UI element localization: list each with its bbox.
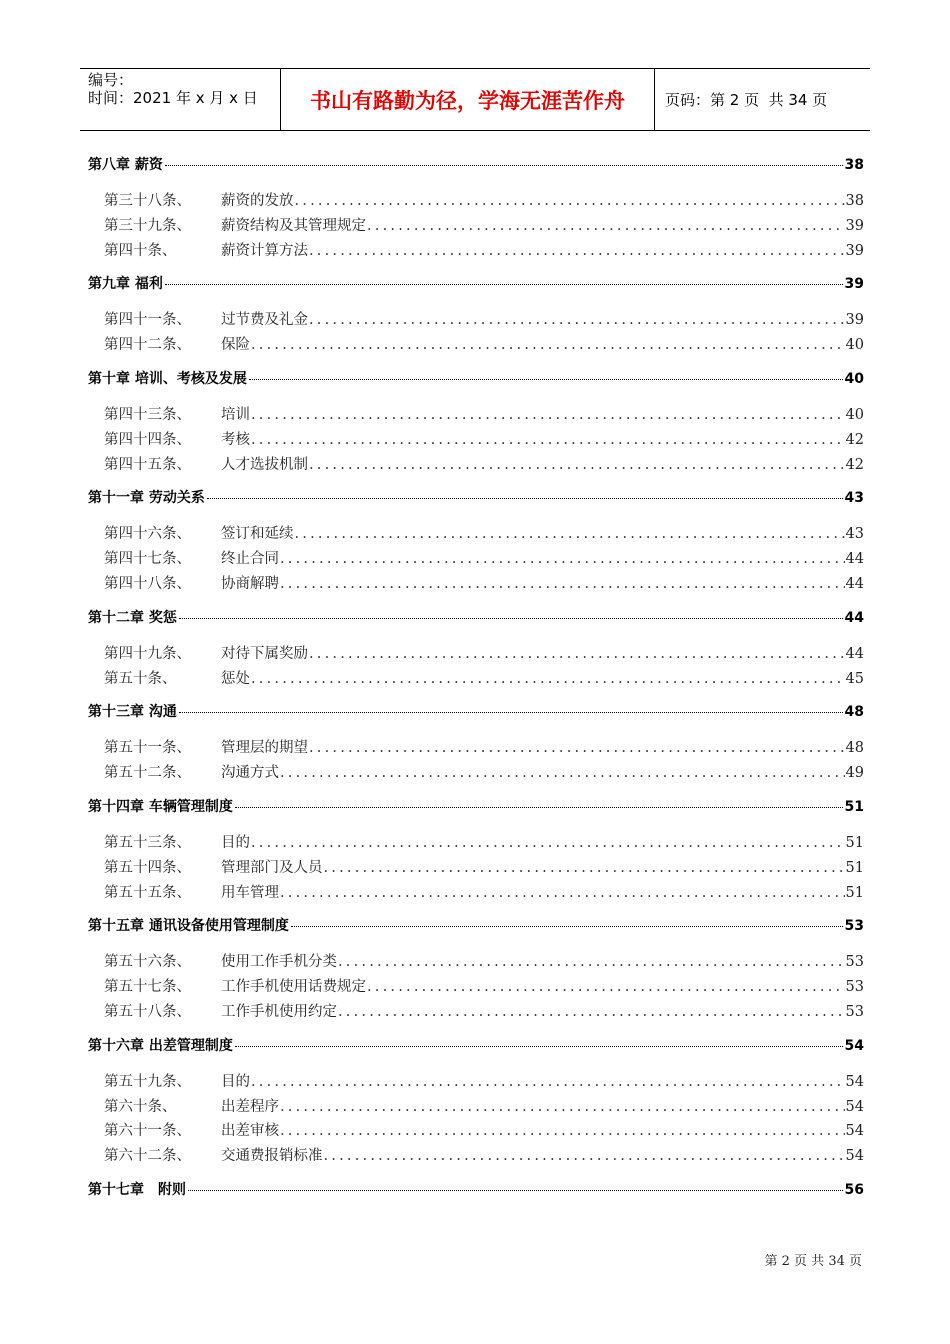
dot-leader: [280, 551, 845, 567]
article-number: 第六十条、: [104, 1098, 177, 1115]
toc-article-entry[interactable]: [88, 453, 864, 478]
dot-leader: [309, 457, 845, 473]
article-title: 终止合同: [221, 551, 279, 568]
spacer: [88, 632, 864, 642]
toc-article-entry[interactable]: [88, 403, 864, 428]
toc-article-entry[interactable]: [88, 189, 864, 214]
toc-chapter-entry[interactable]: [88, 915, 864, 940]
header-page-info: [655, 69, 870, 130]
article-number: 第六十二条、: [104, 1148, 191, 1165]
dot-leader: [179, 712, 843, 713]
article-title: 交通费报销标准: [221, 1148, 323, 1165]
toc-chapter-entry[interactable]: [88, 701, 864, 726]
article-number: 第四十六条、: [104, 526, 191, 543]
article-number: 第三十九条、: [104, 217, 191, 234]
article-number: 第五十条、: [104, 670, 177, 687]
article-number: 第五十二条、: [104, 765, 191, 782]
toc-article-entry[interactable]: [88, 667, 864, 692]
toc-article-entry[interactable]: [88, 761, 864, 786]
header-motto: 书山有路勤为径，学海无涯苦作舟: [281, 69, 655, 130]
page-footer: 第 2 页 共 34 页: [764, 1254, 862, 1269]
chapter-title: 第十章 培训、考核及发展: [88, 370, 247, 387]
spacer: [88, 905, 864, 915]
article-page-number: 39: [845, 217, 864, 234]
toc-chapter-entry[interactable]: [88, 1179, 864, 1204]
dot-leader: [324, 1148, 845, 1164]
document-number-label: 编号：: [88, 71, 134, 89]
article-title: 目的: [221, 834, 250, 851]
spacer: [88, 393, 864, 403]
article-number: 第四十七条、: [104, 551, 191, 568]
spacer: [88, 358, 864, 368]
article-title: 考核: [221, 431, 250, 448]
dot-leader: [280, 1099, 845, 1115]
article-title: 协商解聘: [221, 575, 279, 592]
spacer: [88, 726, 864, 736]
chapter-page-number: 48: [844, 704, 864, 721]
article-page-number: 39: [845, 242, 864, 259]
chapter-page-number: 51: [844, 798, 864, 815]
chapter-title: 第十三章 沟通: [88, 704, 177, 721]
chapter-title: 第十七章 附则: [88, 1181, 186, 1198]
spacer: [88, 1204, 864, 1214]
toc-chapter-entry[interactable]: [88, 273, 864, 298]
toc-article-entry[interactable]: [88, 1144, 864, 1169]
article-page-number: 54: [845, 1148, 864, 1165]
chapter-title: 第十六章 出差管理制度: [88, 1037, 233, 1054]
article-title: 工作手机使用约定: [221, 1003, 337, 1020]
header-page-label: 页码：第 2 页 共 34 页: [665, 91, 828, 109]
dot-leader: [324, 860, 845, 876]
article-number: 第四十三条、: [104, 406, 191, 423]
article-page-number: 48: [845, 740, 864, 757]
dot-leader: [280, 885, 845, 901]
article-page-number: 43: [845, 526, 864, 543]
article-page-number: 53: [845, 1003, 864, 1020]
article-page-number: 38: [845, 193, 864, 209]
article-number: 第五十八条、: [104, 1003, 191, 1020]
article-page-number: 44: [845, 575, 864, 592]
article-title: 工作手机使用话费规定: [221, 979, 366, 996]
article-number: 第六十一条、: [104, 1123, 191, 1140]
article-number: 第五十一条、: [104, 740, 191, 757]
dot-leader: [188, 1190, 843, 1191]
article-number: 第四十二条、: [104, 337, 191, 354]
article-page-number: 40: [845, 337, 864, 354]
toc-article-entry[interactable]: [88, 1070, 864, 1095]
spacer: [88, 821, 864, 831]
chapter-page-number: 40: [844, 370, 864, 387]
article-title: 出差审核: [221, 1123, 279, 1140]
article-page-number: 54: [845, 1123, 864, 1140]
article-page-number: 39: [845, 312, 864, 329]
toc-article-entry[interactable]: [88, 736, 864, 761]
dot-leader: [309, 646, 845, 662]
article-page-number: 53: [845, 954, 864, 971]
toc-article-entry[interactable]: [88, 572, 864, 597]
toc-article-entry[interactable]: [88, 1119, 864, 1144]
article-number: 第四十一条、: [104, 312, 191, 329]
toc-article-entry[interactable]: [88, 1095, 864, 1120]
chapter-title: 第九章 福利: [88, 276, 163, 293]
article-title: 目的: [221, 1073, 250, 1090]
article-page-number: 54: [845, 1073, 864, 1090]
article-number: 第五十三条、: [104, 834, 191, 851]
dot-leader: [207, 498, 843, 499]
article-title: 培训: [221, 406, 250, 423]
chapter-page-number: 43: [844, 490, 864, 507]
dot-leader: [179, 618, 843, 619]
spacer: [88, 179, 864, 189]
spacer: [88, 1169, 864, 1179]
dot-leader: [251, 407, 845, 423]
dot-leader: [338, 1004, 845, 1020]
dot-leader: [251, 432, 845, 448]
article-page-number: 51: [845, 834, 864, 851]
header-meta: [80, 69, 281, 130]
article-title: 出差程序: [221, 1098, 279, 1115]
dot-leader: [295, 193, 845, 209]
chapter-title: 第十二章 奖惩: [88, 609, 177, 626]
toc-article-entry[interactable]: [88, 428, 864, 453]
article-number: 第四十九条、: [104, 645, 191, 662]
article-title: 使用工作手机分类: [221, 954, 337, 971]
dot-leader: [367, 218, 845, 234]
article-title: 人才选拔机制: [221, 456, 308, 473]
spacer: [88, 597, 864, 607]
chapter-page-number: 53: [844, 918, 864, 935]
dot-leader: [235, 807, 843, 808]
toc-chapter-entry[interactable]: [88, 1035, 864, 1060]
article-page-number: 51: [845, 859, 864, 876]
toc-article-entry[interactable]: [88, 239, 864, 264]
dot-leader: [309, 740, 845, 756]
chapter-page-number: 54: [844, 1037, 864, 1054]
toc-article-entry[interactable]: [88, 308, 864, 333]
article-title: 管理层的期望: [221, 740, 308, 757]
article-title: 薪资计算方法: [221, 242, 308, 259]
article-page-number: 42: [845, 456, 864, 473]
article-page-number: 49: [845, 765, 864, 782]
toc-article-entry[interactable]: [88, 333, 864, 358]
toc-chapter-entry[interactable]: [88, 154, 864, 179]
article-number: 第五十七条、: [104, 979, 191, 996]
article-number: 第四十五条、: [104, 456, 191, 473]
toc-article-entry[interactable]: [88, 975, 864, 1000]
article-page-number: 44: [845, 551, 864, 568]
article-title: 管理部门及人员: [221, 859, 323, 876]
spacer: [88, 477, 864, 487]
article-page-number: 53: [845, 979, 864, 996]
spacer: [88, 263, 864, 273]
dot-leader: [280, 765, 845, 781]
toc-chapter-entry[interactable]: [88, 368, 864, 393]
document-header: [80, 68, 870, 131]
chapter-page-number: 39: [844, 276, 864, 293]
dot-leader: [367, 979, 845, 995]
dot-leader: [251, 337, 845, 353]
toc-article-entry[interactable]: [88, 214, 864, 239]
toc-article-entry[interactable]: [88, 856, 864, 881]
article-number: 第五十五条、: [104, 884, 191, 901]
spacer: [88, 512, 864, 522]
table-of-contents: [88, 154, 864, 1214]
chapter-title: 第八章 薪资: [88, 157, 163, 173]
article-number: 第五十四条、: [104, 859, 191, 876]
article-page-number: 45: [845, 670, 864, 687]
article-page-number: 40: [845, 406, 864, 423]
toc-article-entry[interactable]: [88, 831, 864, 856]
spacer: [88, 786, 864, 796]
spacer: [88, 940, 864, 950]
toc-article-entry[interactable]: [88, 881, 864, 906]
chapter-title: 第十五章 通讯设备使用管理制度: [88, 918, 289, 935]
dot-leader: [280, 576, 845, 592]
document-time-label: 时间：2021 年 x 月 x 日: [88, 89, 258, 107]
toc-article-entry[interactable]: [88, 1000, 864, 1025]
dot-leader: [251, 671, 845, 687]
article-title: 过节费及礼金: [221, 312, 308, 329]
article-page-number: 42: [845, 431, 864, 448]
article-page-number: 51: [845, 884, 864, 901]
toc-chapter-entry[interactable]: [88, 796, 864, 821]
article-number: 第五十六条、: [104, 954, 191, 971]
dot-leader: [165, 284, 843, 285]
dot-leader: [291, 926, 843, 927]
toc-chapter-entry[interactable]: [88, 607, 864, 632]
spacer: [88, 691, 864, 701]
article-number: 第三十八条、: [104, 193, 191, 209]
spacer: [88, 1025, 864, 1035]
dot-leader: [249, 379, 843, 380]
spacer: [88, 298, 864, 308]
article-page-number: 54: [845, 1098, 864, 1115]
dot-leader: [251, 835, 845, 851]
toc-article-entry[interactable]: [88, 642, 864, 667]
chapter-title: 第十四章 车辆管理制度: [88, 798, 233, 815]
article-number: 第四十八条、: [104, 575, 191, 592]
article-title: 保险: [221, 337, 250, 354]
chapter-page-number: 38: [844, 157, 864, 173]
article-number: 第五十九条、: [104, 1073, 191, 1090]
dot-leader: [338, 954, 845, 970]
article-page-number: 44: [845, 645, 864, 662]
article-title: 薪资结构及其管理规定: [221, 217, 366, 234]
dot-leader: [165, 165, 843, 166]
spacer: [88, 1060, 864, 1070]
article-title: 惩处: [221, 670, 250, 687]
article-title: 薪资的发放: [221, 193, 294, 209]
chapter-page-number: 44: [844, 609, 864, 626]
article-title: 沟通方式: [221, 765, 279, 782]
toc-article-entry[interactable]: [88, 522, 864, 547]
dot-leader: [280, 1123, 845, 1139]
toc-chapter-entry[interactable]: [88, 487, 864, 512]
toc-article-entry[interactable]: [88, 950, 864, 975]
article-title: 用车管理: [221, 884, 279, 901]
article-number: 第四十四条、: [104, 431, 191, 448]
dot-leader: [309, 243, 845, 259]
dot-leader: [309, 312, 845, 328]
article-title: 对待下属奖励: [221, 645, 308, 662]
dot-leader: [251, 1074, 845, 1090]
dot-leader: [235, 1046, 843, 1047]
chapter-title: 第十一章 劳动关系: [88, 490, 205, 507]
chapter-page-number: 56: [844, 1181, 864, 1198]
toc-article-entry[interactable]: [88, 547, 864, 572]
article-number: 第四十条、: [104, 242, 177, 259]
article-title: 签订和延续: [221, 526, 294, 543]
dot-leader: [295, 526, 845, 542]
